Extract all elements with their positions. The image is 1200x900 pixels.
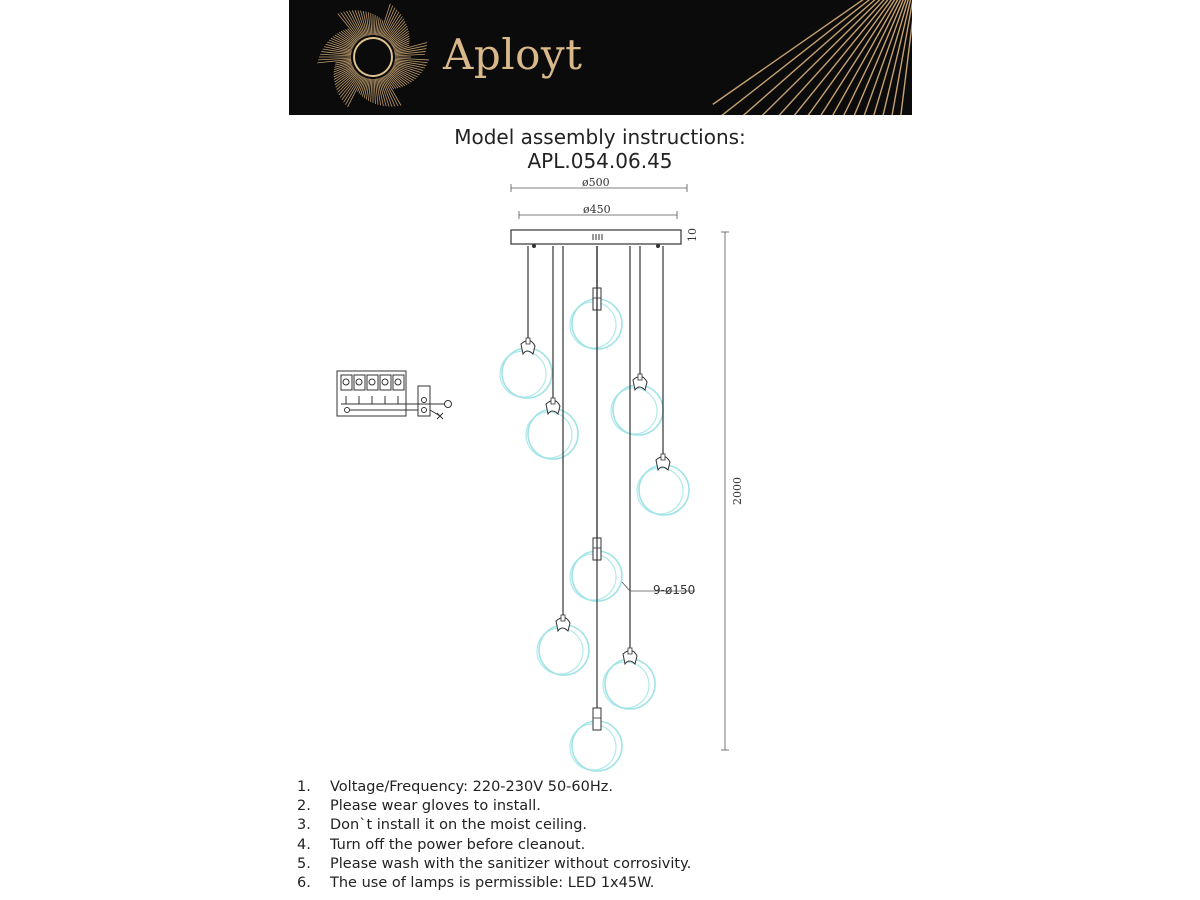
note-item: 4. Turn off the power before cleanout. [297,836,586,853]
model-number: APL.054.06.45 [527,149,673,173]
pendant-lamp [537,246,589,675]
page-title: Model assembly instructions: [454,125,746,149]
notes-list [297,778,691,893]
height-dimension [721,232,729,750]
shade-callout-label: 9-ø150 [653,583,696,597]
total-height-label: 2000 [731,477,744,505]
canopy-height-label: 10 [686,228,699,242]
pendant-lamp [570,246,622,771]
note-item: 5. Please wash with the sanitizer without corrosivity. [297,855,692,872]
note-item: 2. Please wear gloves to install. [297,798,541,815]
note-item: 6. The use of lamps is permissible: LED 1x45W. [297,874,655,891]
pendant-lamp [611,246,663,435]
pendant-lamp [500,246,552,398]
pendant-group [500,246,689,771]
note-item: 1. Voltage/Frequency: 220-230V 50-60Hz. [297,779,613,795]
canopy-inner-label: ø450 [583,203,611,216]
canopy-outer-label: ø500 [582,176,610,189]
note-item: 3. Don`t install it on the moist ceiling. [297,817,588,834]
pendant-lamp [570,246,622,349]
wiring-diagram [337,371,452,419]
pendant-lamp [603,246,655,709]
brand-logo: Aployt [443,30,583,79]
